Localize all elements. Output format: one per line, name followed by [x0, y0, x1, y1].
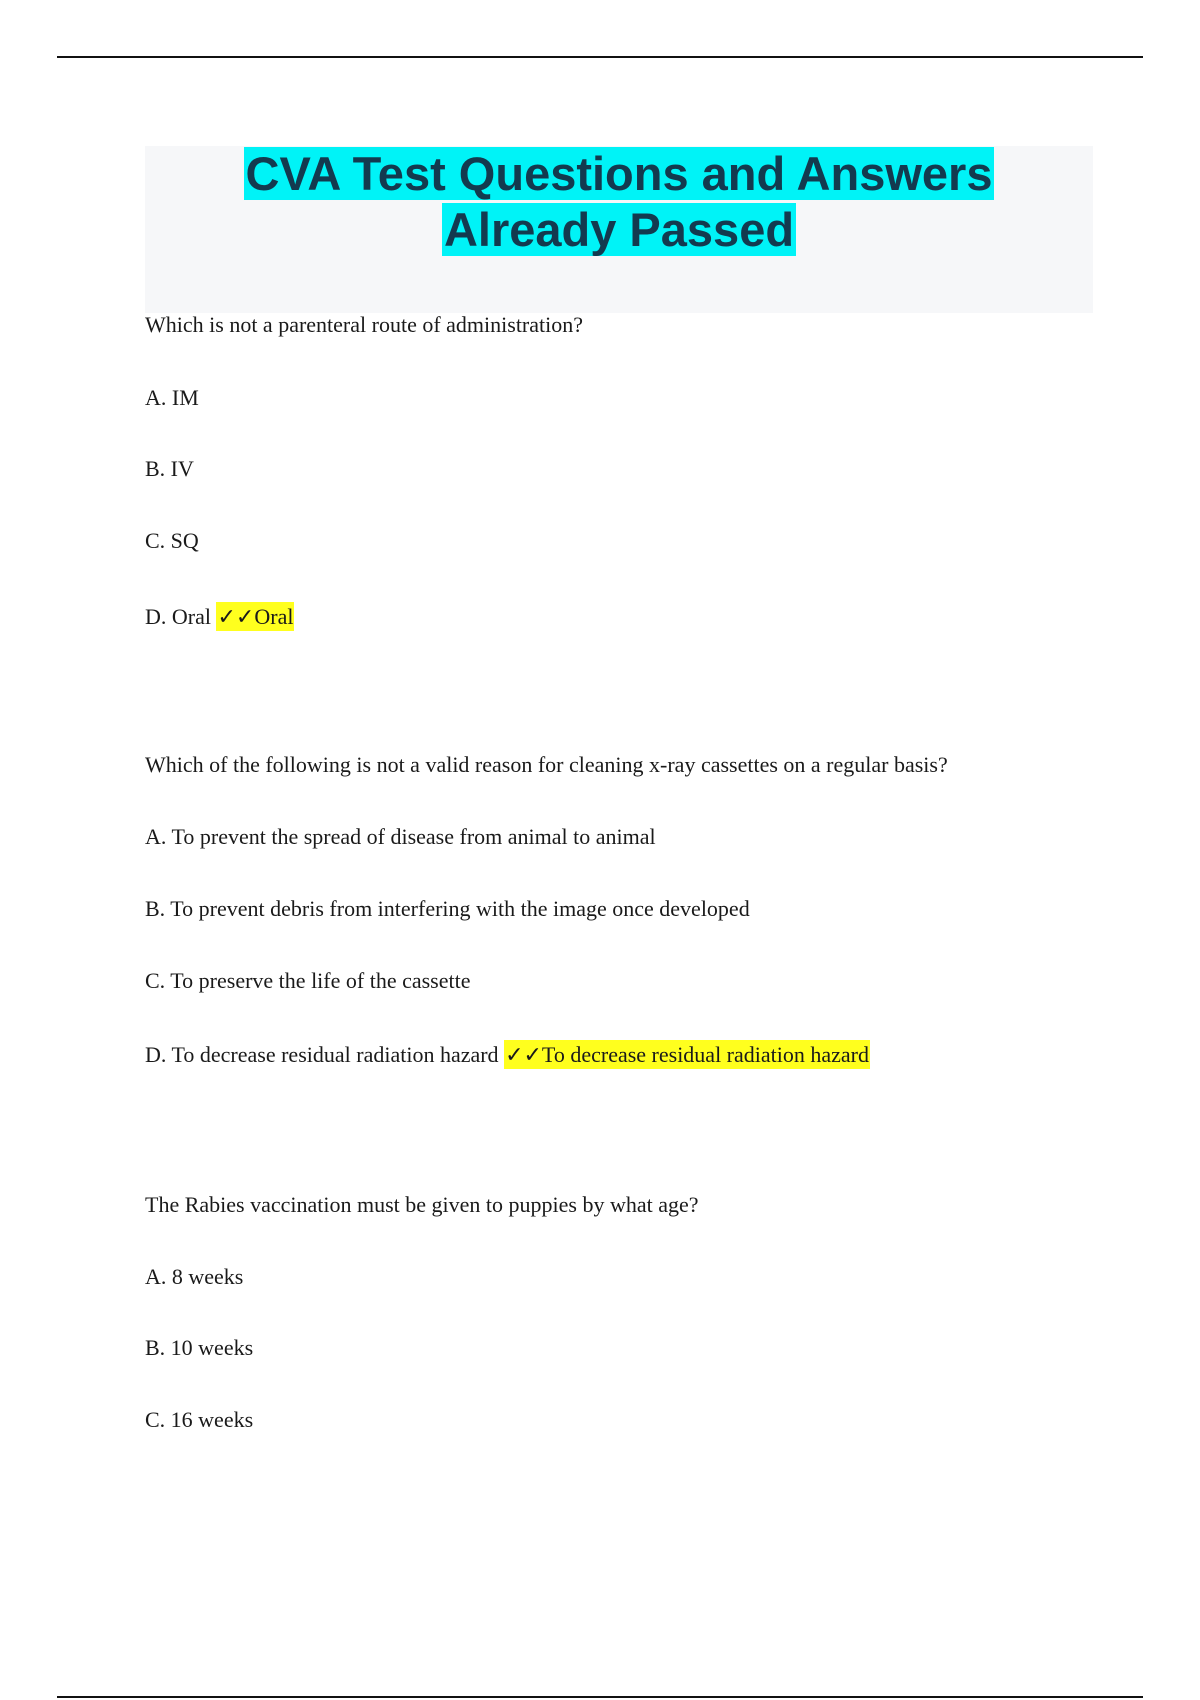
- question-1-option-a: A. IM: [145, 385, 199, 410]
- question-2-option-c: C. To preserve the life of the cassette: [145, 968, 471, 993]
- question-1-text: Which is not a parenteral route of administration?: [145, 312, 584, 337]
- header-rule: [57, 56, 1143, 58]
- title-line-2: Already Passed: [443, 203, 795, 256]
- question-3-option-b: B. 10 weeks: [145, 1335, 254, 1360]
- question-2-answer: ✓✓To decrease residual radiation hazard: [505, 1042, 869, 1067]
- question-2-option-b: B. To prevent debris from interfering with the image once developed: [145, 896, 750, 921]
- question-1-option-b: B. IV: [145, 456, 194, 481]
- question-2-option-d: D. To decrease residual radiation hazard: [145, 1042, 499, 1067]
- question-1-answer: ✓✓Oral: [217, 604, 294, 629]
- question-2-text: Which of the following is not a valid reason for cleaning x-ray cassettes on a regular basis?: [145, 752, 948, 777]
- question-1-option-d-row: [145, 603, 294, 631]
- footer-rule: [57, 1696, 1143, 1698]
- question-1-option-c: C. SQ: [145, 528, 199, 553]
- title-line-1: CVA Test Questions and Answers: [245, 147, 993, 200]
- question-3-text: The Rabies vaccination must be given to puppies by what age?: [145, 1192, 699, 1217]
- question-1-option-d: D. Oral: [145, 604, 211, 629]
- question-3-option-c: C. 16 weeks: [145, 1407, 254, 1432]
- question-2-option-a: A. To prevent the spread of disease from animal to animal: [145, 824, 656, 849]
- document-title: [145, 146, 1093, 258]
- question-2-option-d-row: [145, 1041, 870, 1069]
- question-3-option-a: A. 8 weeks: [145, 1264, 244, 1289]
